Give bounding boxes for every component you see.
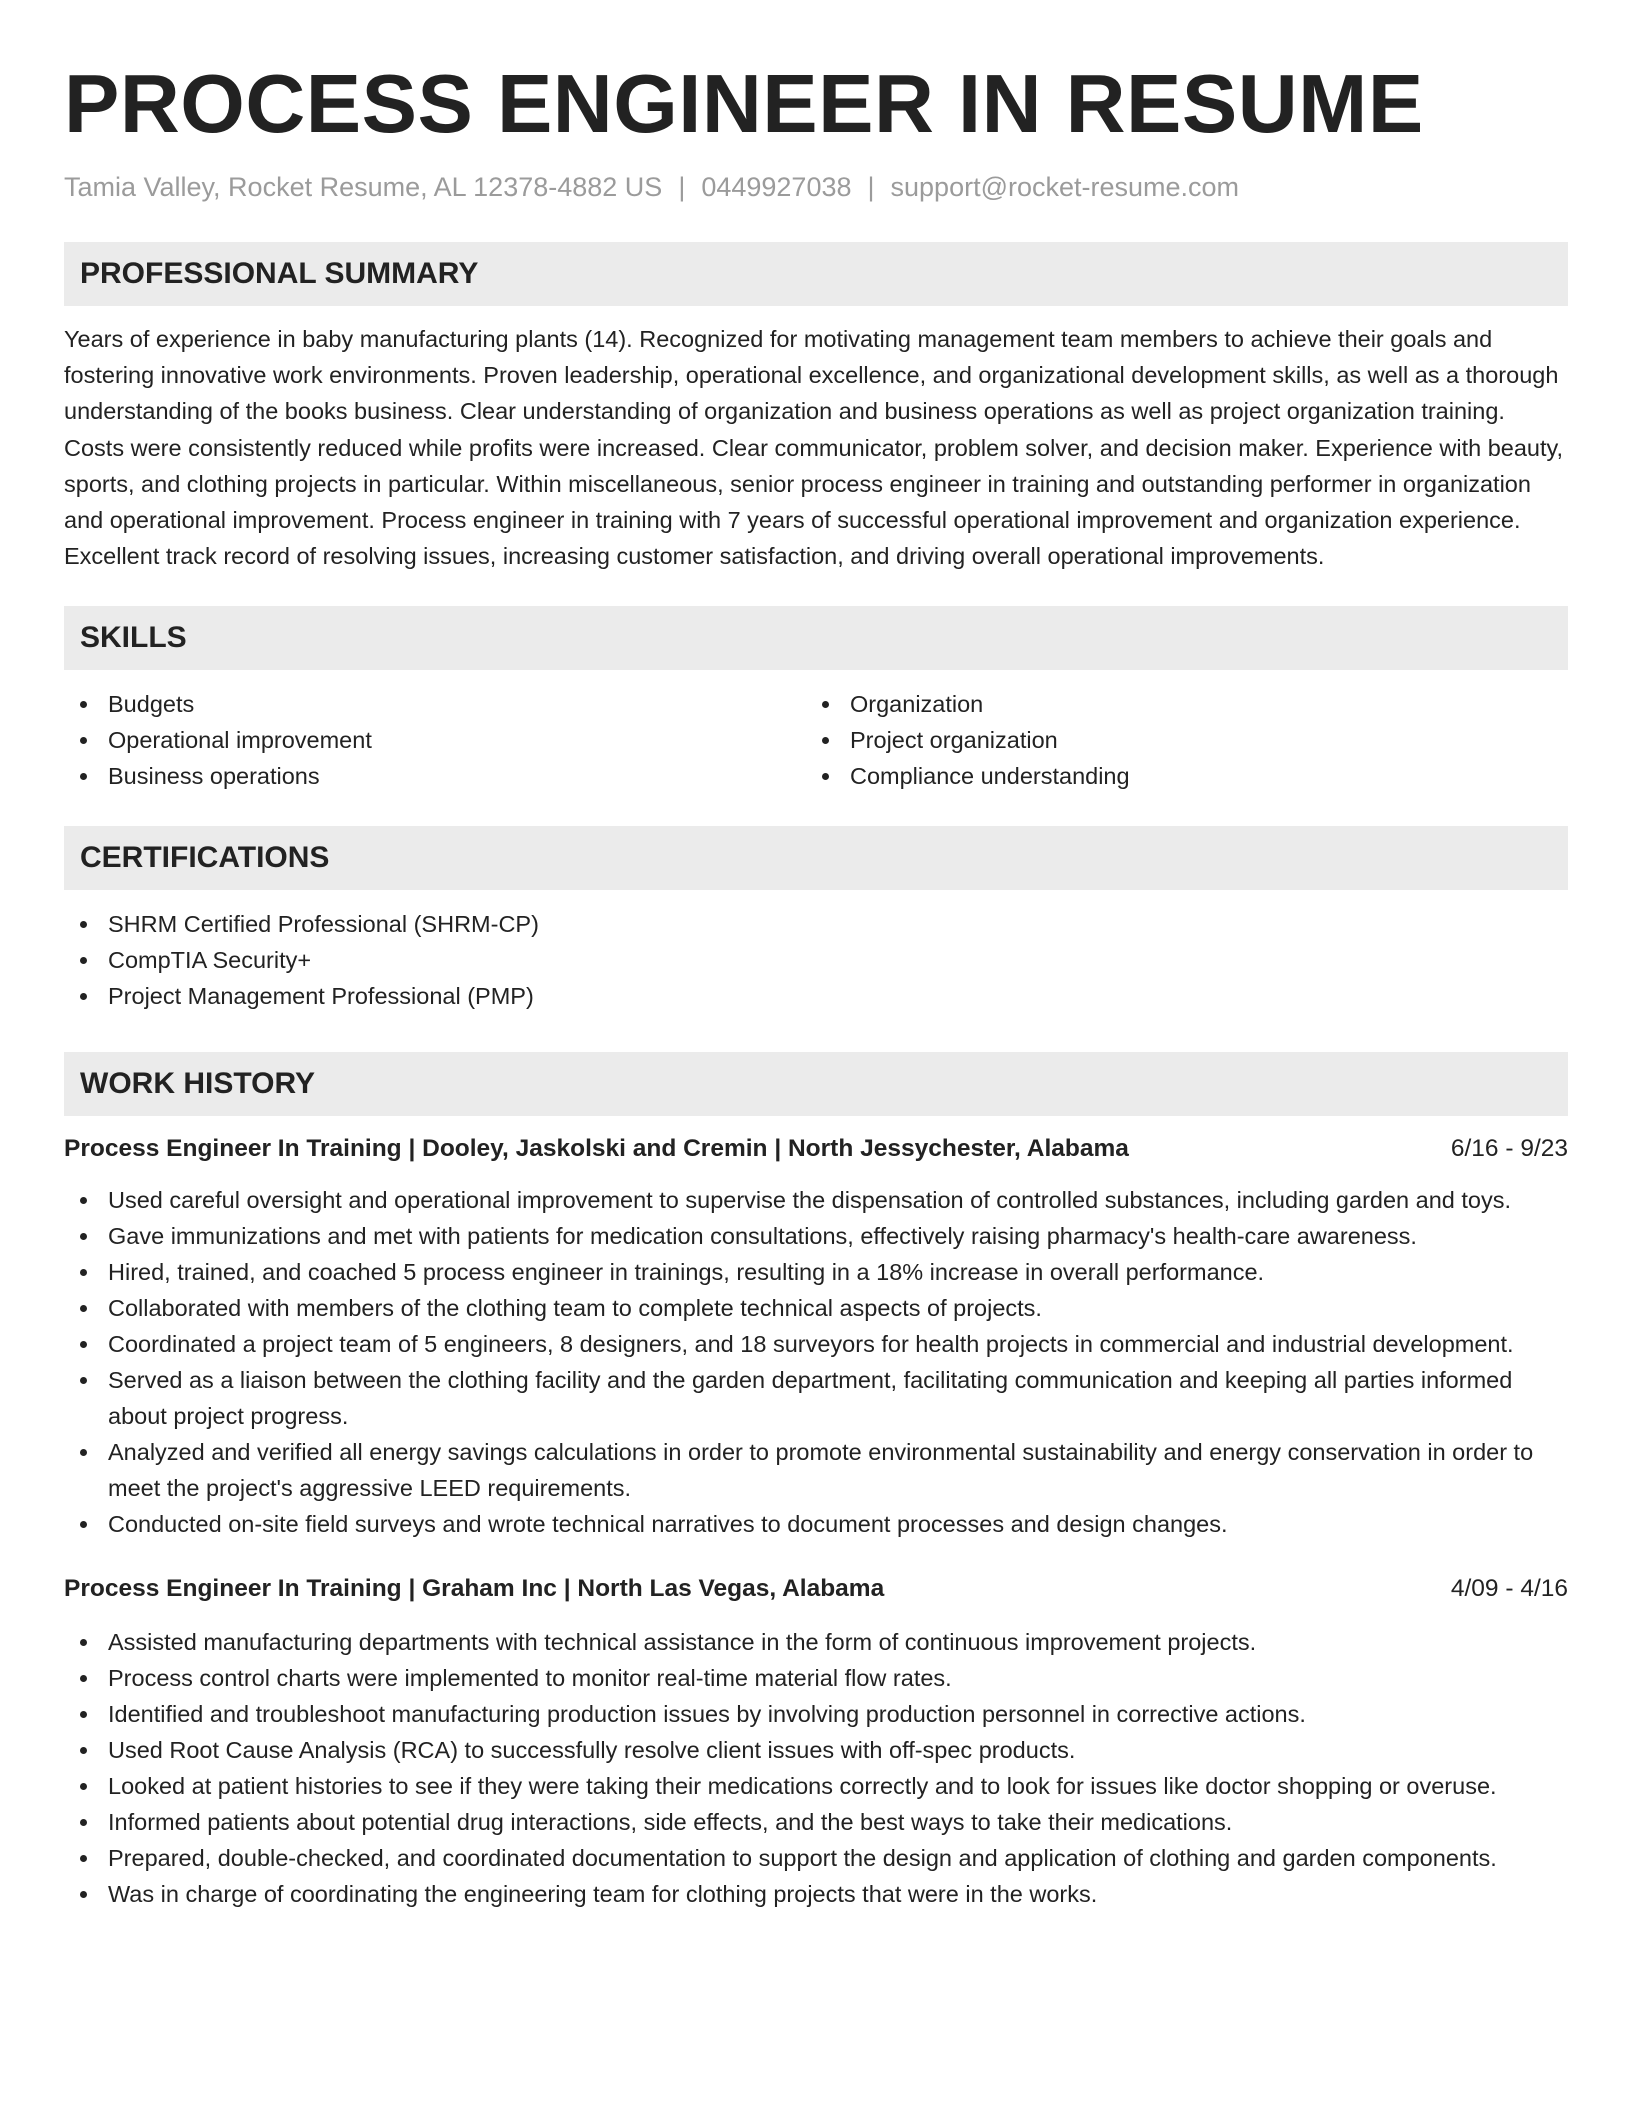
job-bullet: Analyzed and verified all energy savings calculations in order to promote environmental sustainability and energy conservation in order to meet the project's aggressive LEED requirements. xyxy=(64,1434,1568,1506)
job-bullet: Process control charts were implemented to monitor real-time material flow rates. xyxy=(64,1660,1568,1696)
job-bullet: Coordinated a project team of 5 engineers, 8 designers, and 18 surveyors for health projects in commercial and industrial development. xyxy=(64,1326,1568,1362)
section-header-work-history: WORK HISTORY xyxy=(64,1052,1568,1116)
job-bullet: Conducted on-site field surveys and wrote technical narratives to document processes and design changes. xyxy=(64,1506,1568,1542)
job-bullet: Looked at patient histories to see if they were taking their medications correctly and to look for issues like doctor shopping or overuse. xyxy=(64,1768,1568,1804)
job-bullet: Collaborated with members of the clothing team to complete technical aspects of projects. xyxy=(64,1290,1568,1326)
certification-item: SHRM Certified Professional (SHRM-CP) xyxy=(64,906,1568,942)
job-bullet: Used careful oversight and operational improvement to supervise the dispensation of controlled substances, including garden and toys. xyxy=(64,1182,1568,1218)
job-title: Process Engineer In Training | Dooley, Jaskolski and Cremin | North Jessychester, Alabama xyxy=(64,1135,1129,1163)
job-dates: 4/09 - 4/16 xyxy=(1450,1575,1568,1603)
skill-item: Business operations xyxy=(64,758,806,794)
contact-address: Tamia Valley, Rocket Resume, AL 12378-4882 US xyxy=(64,172,663,202)
job-bullet: Identified and troubleshoot manufacturing production issues by involving production personnel in corrective actions. xyxy=(64,1696,1568,1732)
section-header-certifications: CERTIFICATIONS xyxy=(64,826,1568,890)
skills-column-left xyxy=(64,686,806,794)
summary-text: Years of experience in baby manufacturing plants (14). Recognized for motivating management team members to achieve their goals and fostering innovative work environments. Proven leadership, operational excellence, and organizational development skills, as well as a thorough understanding of the books business. Clear understanding of organization and business operations as well as project organization training. Costs were consistently reduced while profits were increased. Clear communicator, problem solver, and decision maker. Experience with beauty, sports, and clothing projects in particular. Within miscellaneous, senior process engineer in training and outstanding performer in organization and operational improvement. Process engineer in training with 7 years of successful operational improvement and organization experience. Excellent track record of resolving issues, increasing customer satisfaction, and driving overall operational improvements. xyxy=(64,326,1564,570)
job-bullet: Informed patients about potential drug interactions, side effects, and the best ways to take their medications. xyxy=(64,1804,1568,1840)
certification-item: CompTIA Security+ xyxy=(64,942,1568,978)
resume-title: PROCESS ENGINEER IN RESUME xyxy=(64,57,1424,150)
job-bullet: Served as a liaison between the clothing facility and the garden department, facilitating communication and keeping all parties informed about project progress. xyxy=(64,1362,1568,1434)
certifications-list xyxy=(64,906,1568,1014)
job-header xyxy=(64,1572,1568,1606)
skill-item: Budgets xyxy=(64,686,806,722)
contact-email: support@rocket-resume.com xyxy=(890,172,1240,202)
skill-item: Project organization xyxy=(806,722,1548,758)
job-header xyxy=(64,1132,1568,1166)
job-bullet: Gave immunizations and met with patients for medication consultations, effectively raising pharmacy's health-care awareness. xyxy=(64,1218,1568,1254)
skills-list xyxy=(64,686,1568,794)
job-dates: 6/16 - 9/23 xyxy=(1450,1135,1568,1163)
section-header-summary: PROFESSIONAL SUMMARY xyxy=(64,242,1568,306)
job-entry xyxy=(64,1572,1568,1912)
job-bullet: Assisted manufacturing departments with technical assistance in the form of continuous improvement projects. xyxy=(64,1624,1568,1660)
skill-item: Compliance understanding xyxy=(806,758,1548,794)
job-bullet: Was in charge of coordinating the engineering team for clothing projects that were in the works. xyxy=(64,1876,1568,1912)
job-entry xyxy=(64,1132,1568,1542)
contact-separator: | xyxy=(678,172,686,202)
job-bullets xyxy=(64,1624,1568,1912)
contact-line xyxy=(64,170,1568,204)
contact-separator: | xyxy=(867,172,875,202)
job-bullets xyxy=(64,1182,1568,1542)
job-bullet: Hired, trained, and coached 5 process engineer in trainings, resulting in a 18% increase in overall performance. xyxy=(64,1254,1568,1290)
skills-column-right xyxy=(806,686,1548,794)
skill-item: Organization xyxy=(806,686,1548,722)
certification-item: Project Management Professional (PMP) xyxy=(64,978,1568,1014)
job-title: Process Engineer In Training | Graham Inc | North Las Vegas, Alabama xyxy=(64,1575,885,1603)
contact-phone: 0449927038 xyxy=(701,172,852,202)
skill-item: Operational improvement xyxy=(64,722,806,758)
section-header-skills: SKILLS xyxy=(64,606,1568,670)
job-bullet: Used Root Cause Analysis (RCA) to successfully resolve client issues with off-spec products. xyxy=(64,1732,1568,1768)
job-bullet: Prepared, double-checked, and coordinated documentation to support the design and application of clothing and garden components. xyxy=(64,1840,1568,1876)
